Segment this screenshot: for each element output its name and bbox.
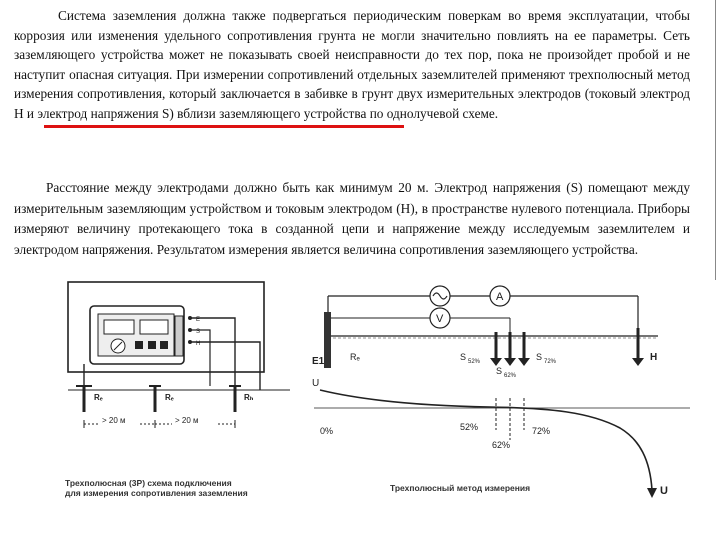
terminal-s-label: S [196,329,201,335]
earth-electrode-e1 [324,312,331,368]
paragraph-electrode-distance: Расстояние между электродами должно быть как минимум 20 м. Электрод напряжения (S) помещают между измерительным заземляющим устройством и токовым электродом (H), в пространстве нулевого потенциала. Приборы измеряют величину протекающего тока в созданной цепи и напряжение между исследуемым заземлителем и электродом напряжения. Результатом измерения является величина сопротивления заземляющего устройства. [14,180,690,257]
voltmeter-icon [328,308,510,340]
left-3p-diagram [60,280,300,480]
probe-s72-label: S [536,352,543,362]
svg-text:V: V [436,313,444,325]
electrode-rs-label: Rₑ [165,393,174,402]
u-axis-top-label: U [312,378,320,389]
probe-s72-arrow-icon [518,332,530,366]
svg-text:A: A [496,291,504,303]
terminal-e-label: E [196,317,201,323]
electrode-rh-label: Rₕ [244,393,254,402]
paragraph-grounding-check: Система заземления должна также подвергаться периодическим поверкам во время эксплуатации, чтобы коррозия или изменения удельного сопротивления грунта не могли значительно повлиять на ее параметры. Сеть заземляющего устройства может не показывать своей неисправности до тех пор, пока не произойдет пробой и не наступит опасная ситуация. При измерении сопротивлений отдельных заземлителей применяют трехполюсный метод измерения сопротивления, который заключается в забивке в грунт двух измерительных электродов (токовый электрод H и электрод напряжения S) вблизи заземляющего устройства по однолучевой схеме. [14,8,690,121]
potential-curve [320,390,652,490]
e1-label: E1 [312,356,325,367]
ac-source-icon [430,286,450,306]
earth-tester-device-icon [90,306,184,364]
terminal-h-label: H [196,341,201,347]
probe-s52-arrow-icon [490,332,502,366]
right-caption: Трехполюсный метод измерения [390,483,531,493]
re-label: Rₑ [350,352,360,362]
probe-s62-sub: 62% [504,373,517,379]
u-axis-bottom-label: U [660,485,668,497]
pct-62-label: 62% [492,440,511,450]
probe-h-arrow-icon [632,328,644,366]
red-underline [44,125,404,128]
distance-2-label: > 20 м [175,416,199,425]
probe-s62-arrow-icon [504,332,516,366]
left-caption: Трехполюсная (3P) схема подключения для измерения сопротивления заземления [65,478,248,498]
probe-s62-label: S [496,366,503,376]
pct-0-label: 0% [320,426,334,436]
h-label: H [650,352,658,363]
figure-area [60,280,720,540]
right-3p-method-diagram [310,280,710,508]
probe-s52-label: S [460,352,467,362]
distance-1-label: > 20 м [102,416,126,425]
pct-72-label: 72% [532,426,551,436]
electrode-re-label: Rₑ [94,393,103,402]
probe-s52-sub: 52% [468,359,481,365]
ammeter-icon [490,286,510,306]
pct-52-label: 52% [460,422,479,432]
probe-s72-sub: 72% [544,359,557,365]
